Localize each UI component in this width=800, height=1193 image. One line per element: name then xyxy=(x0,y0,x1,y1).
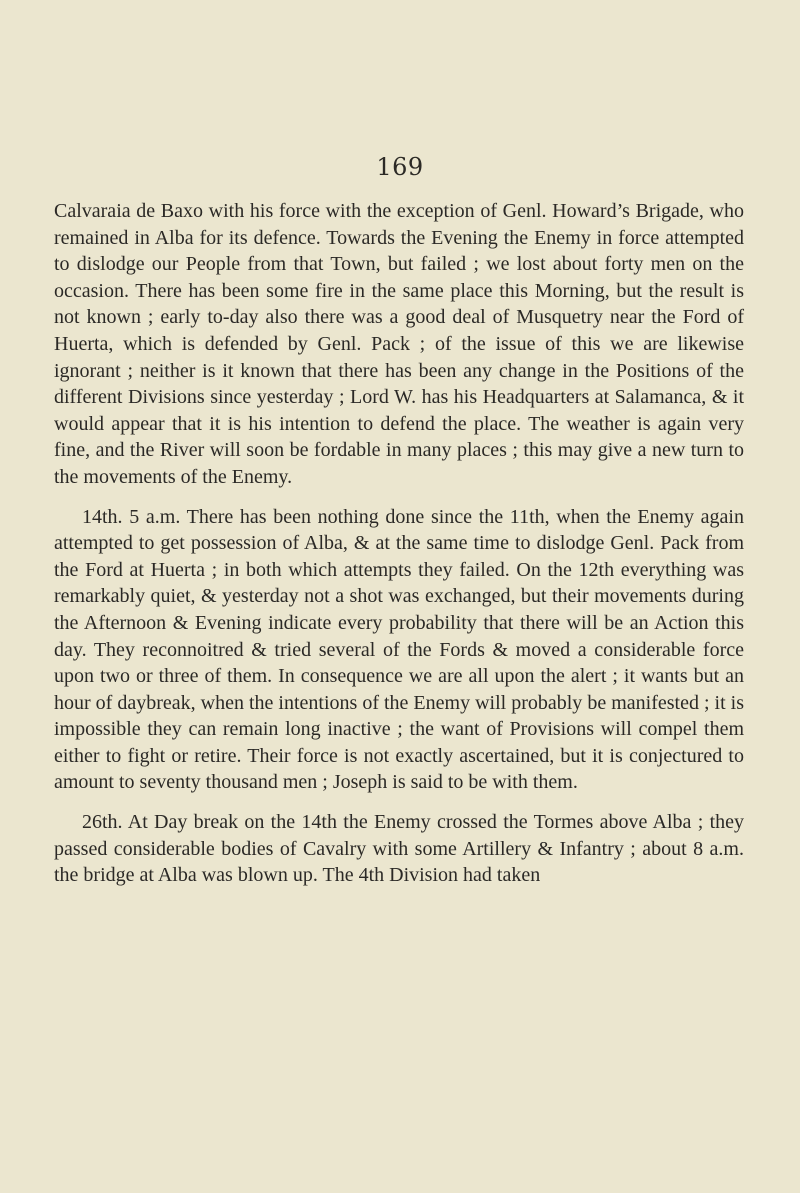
paragraph-14th: 14th. 5 a.m. There has been nothing done since the 11th, when the Enemy again attempted to get possession of Alba, & at the same time to dislodge Genl. Pack from the Ford at Huerta ; in both which attempts they failed. On the 12th everything was remarkably quiet, & yesterday not a shot was exchanged, but their movements during the Afternoon & Evening indicate every probability that there will be an Action this day. They reconnoitred & tried several of the Fords & moved a considerable force upon two or three of them. In consequence we are all upon the alert ; it wants but an hour of daybreak, when the intentions of the Enemy will probably be manifested ; it is impossible they can remain long inactive ; the want of Provisions will compel them either to fight or retire. Their force is not exactly ascertained, but it is conjectured to amount to seventy thousand men ; Joseph is said to be with them. xyxy=(54,505,744,794)
paragraph-26th: 26th. At Day break on the 14th the Enemy crossed the Tormes above Alba ; they passed considerable bodies of Cavalry with some Artillery & Infantry ; about 8 a.m. the bridge at Alba was blown up. The 4th Division had taken xyxy=(54,811,744,887)
page-number: 169 xyxy=(376,153,424,181)
paragraph-continuation: Calvaraia de Baxo with his force with the exception of Genl. Howard’s Brigade, who remained in Alba for its defence. Towards the Evening the Enemy in force attempted to dislodge our People from that Town, but failed ; we lost about forty men on the occasion. There has been some fire in the same place this Morning, but the result is not known ; early to-day also there was a good deal of Musquetry near the Ford of Huerta, which is defended by Genl. Pack ; of the issue of this we are likewise ignorant ; neither is it known that there has been any change in the Positions of the different Divisions since yesterday ; Lord W. has his Headquarters at Salamanca, & it would appear that it is his intention to defend the place. The weather is again very fine, and the River will soon be fordable in many places ; this may give a new turn to the movements of the Enemy. xyxy=(54,200,744,488)
body-text xyxy=(54,198,744,889)
